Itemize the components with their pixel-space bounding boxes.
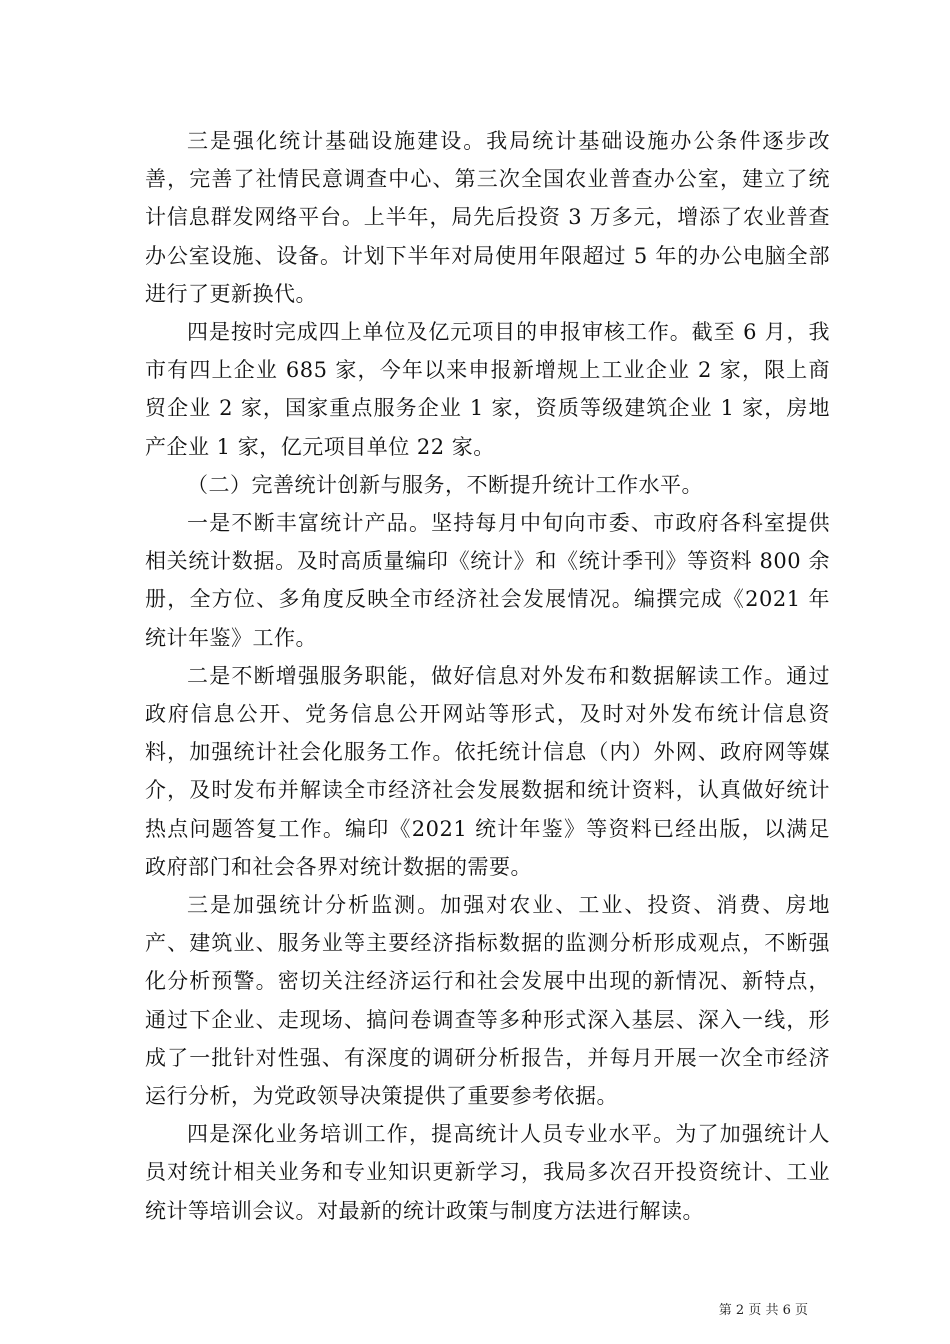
section-heading-innovation-service: （二）完善统计创新与服务，不断提升统计工作水平。	[187, 472, 703, 497]
paragraph-training: 四是深化业务培训工作，提高统计人员专业水平。为了加强统计人员对统计相关业务和专业知识更新学习，我局多次召开投资统计、工业统计等培训会议。对最新的统计政策与制度方法进行解读。	[145, 1122, 830, 1223]
paragraph-statistical-products: 一是不断丰富统计产品。坚持每月中旬向市委、市政府各科室提供相关统计数据。及时高质量编印《统计》和《统计季刊》等资料 800 余册，全方位、多角度反映全市经济社会发展情况。编撰完成《2021 年统计年鉴》工作。	[145, 511, 830, 650]
paragraph-service-functions: 二是不断增强服务职能，做好信息对外发布和数据解读工作。通过政府信息公开、党务信息公开网站等形式，及时对外发布统计信息资料，加强统计社会化服务工作。依托统计信息（内）外网、政府网等媒介，及时发布并解读全市经济社会发展数据和统计资料，认真做好统计热点问题答复工作。编印《2021 统计年鉴》等资料已经出版，以满足政府部门和社会各界对统计数据的需要。	[145, 663, 830, 879]
page-number-footer: 第 2 页 共 6 页	[718, 1303, 808, 1318]
paragraph-infrastructure: 三是强化统计基础设施建设。我局统计基础设施办公条件逐步改善，完善了社情民意调查中心、第三次全国农业普查办公室，建立了统计信息群发网络平台。上半年，局先后投资 3 万多元，增添了农业普查办公室设施、设备。计划下半年对局使用年限超过 5 年的办公电脑全部进行了更新换代。	[145, 129, 830, 306]
paragraph-analysis-monitoring: 三是加强统计分析监测。加强对农业、工业、投资、消费、房地产、建筑业、服务业等主要经济指标数据的监测分析形成观点，不断强化分析预警。密切关注经济运行和社会发展中出现的新情况、新特点，通过下企业、走现场、搞问卷调查等多种形式深入基层、深入一线，形成了一批针对性强、有深度的调研分析报告，并每月开展一次全市经济运行分析，为党政领导决策提供了重要参考依据。	[145, 893, 830, 1109]
document-body	[145, 122, 830, 1230]
paragraph-enterprise-review: 四是按时完成四上单位及亿元项目的申报审核工作。截至 6 月，我市有四上企业 685 家，今年以来申报新增规上工业企业 2 家，限上商贸企业 2 家，国家重点服务企业 1 家，资质等级建筑企业 1 家，房地产企业 1 家，亿元项目单位 22 家。	[145, 320, 830, 459]
